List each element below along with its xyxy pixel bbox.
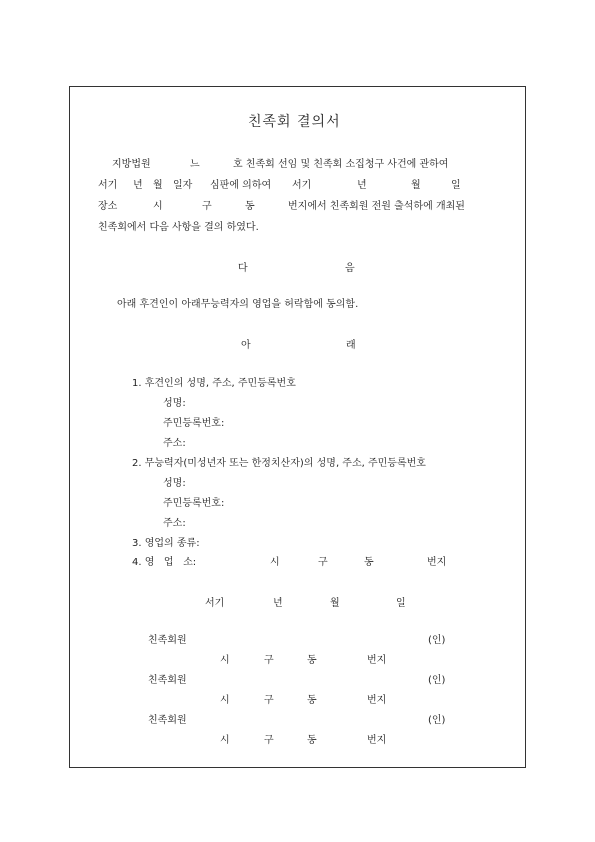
intro-year-2: 년 (357, 180, 367, 191)
intro-day-2: 일 (451, 180, 461, 191)
member-2-dong: 동 (307, 695, 317, 706)
member-1-bunji: 번지 (367, 655, 387, 666)
section-heading-1-left: 다 (238, 263, 248, 274)
resolution-text: 아래 후견인이 아래무능력자의 영업을 허락함에 동의함. (117, 299, 359, 310)
item-1-address-field: 주소: (163, 438, 186, 449)
intro-court: 지방법원 (112, 159, 151, 170)
member-1-district: 구 (264, 655, 274, 666)
intro-city: 시 (153, 201, 163, 212)
date-year: 년 (273, 598, 283, 609)
item-1-name-field: 성명: (163, 398, 186, 409)
date-era: 서기 (205, 598, 225, 609)
member-3-dong: 동 (307, 735, 317, 746)
item-4-bunji: 번지 (427, 557, 447, 568)
item-3-business-type: 3. 영업의 종류: (132, 538, 200, 549)
item-2-title: 2. 무능력자(미성년자 또는 한정치산자)의 성명, 주소, 주민등록번호 (132, 458, 426, 469)
member-3-district: 구 (264, 735, 274, 746)
member-2-city: 시 (220, 695, 230, 706)
intro-judgment: 심판에 의하여 (210, 180, 272, 191)
section-heading-2-right: 래 (346, 340, 356, 351)
intro-year-1: 년 (133, 180, 143, 191)
member-1-city: 시 (220, 655, 230, 666)
document-title: 친족회 결의서 (248, 114, 341, 130)
item-1-title: 1. 후견인의 성명, 주소, 주민등록번호 (132, 378, 296, 389)
intro-era-2: 서기 (292, 180, 312, 191)
member-1-label: 친족회원 (148, 635, 187, 646)
member-3-label: 친족회원 (148, 715, 187, 726)
member-2-seal: (인) (428, 675, 446, 686)
item-2-address-field: 주소: (163, 518, 186, 529)
member-1-dong: 동 (307, 655, 317, 666)
member-3-seal: (인) (428, 715, 446, 726)
intro-district: 구 (202, 201, 212, 212)
item-4-city: 시 (270, 557, 280, 568)
intro-era-1: 서기 (98, 180, 118, 191)
intro-case-text: 호 친족회 선임 및 친족회 소집청구 사건에 관하여 (233, 159, 449, 170)
section-heading-1-right: 음 (345, 263, 355, 274)
member-2-district: 구 (264, 695, 274, 706)
member-3-bunji: 번지 (367, 735, 387, 746)
intro-month-2: 월 (411, 180, 421, 191)
member-3-city: 시 (220, 735, 230, 746)
item-4-district: 구 (318, 557, 328, 568)
member-2-label: 친족회원 (148, 675, 187, 686)
member-2-bunji: 번지 (367, 695, 387, 706)
intro-place: 장소 (98, 201, 118, 212)
section-heading-2-left: 아 (241, 340, 251, 351)
item-1-rrn-field: 주민등록번호: (163, 418, 225, 429)
date-day: 일 (396, 598, 406, 609)
item-4-business-place: 4. 영 업 소: (132, 557, 197, 568)
intro-address-text: 번지에서 친족회원 전원 출석하에 개최된 (288, 201, 465, 212)
intro-month-1: 월 (153, 180, 163, 191)
date-month: 월 (330, 598, 340, 609)
intro-closing: 친족회에서 다음 사항을 결의 하였다. (98, 222, 259, 233)
item-2-rrn-field: 주민등록번호: (163, 498, 225, 509)
item-2-name-field: 성명: (163, 478, 186, 489)
intro-case-type: 느 (190, 159, 200, 170)
intro-dong: 동 (245, 201, 255, 212)
intro-day-1: 일자 (173, 180, 193, 191)
item-4-dong: 동 (364, 557, 374, 568)
member-1-seal: (인) (428, 635, 446, 646)
